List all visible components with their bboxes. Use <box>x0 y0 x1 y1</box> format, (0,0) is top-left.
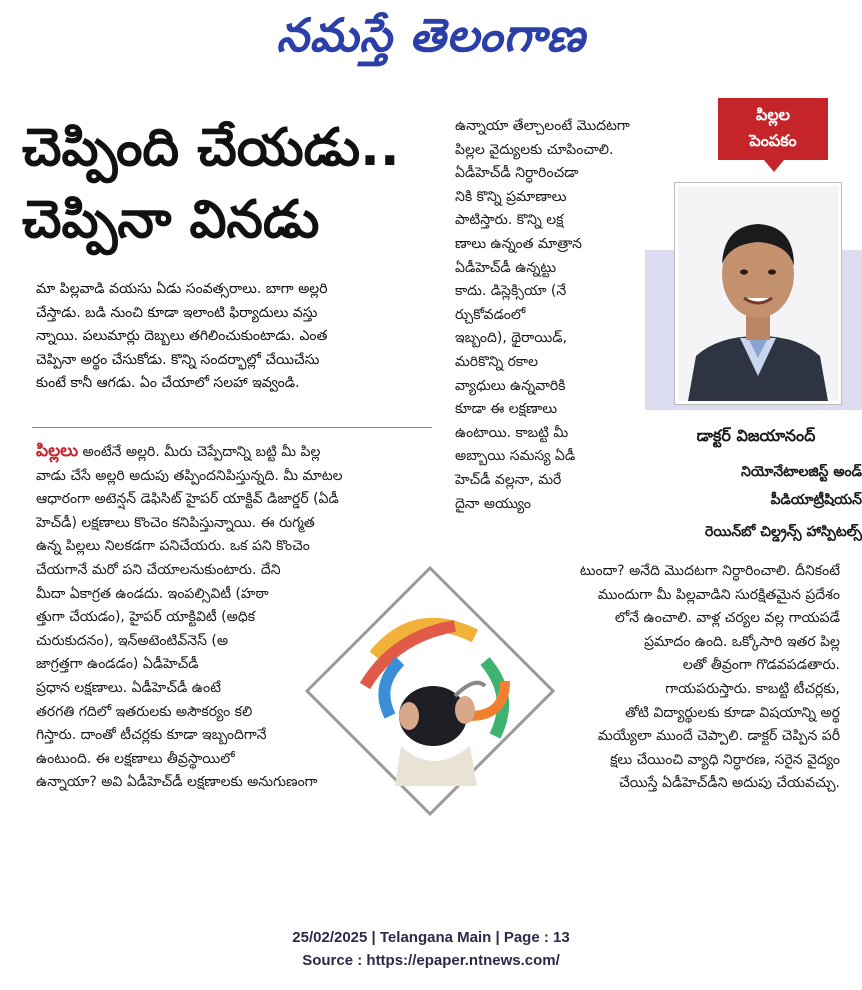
stressed-child-illustration-icon <box>305 566 555 816</box>
answer-line: జాగ్రత్తగా ఉండడం) ఏడీహెచ్‌డీ <box>36 656 199 673</box>
section-tag-line-2: పెంపకం <box>749 131 797 150</box>
answer-right-line: దైనా అయ్యుం <box>455 495 531 512</box>
answer-line: తరగతి గదిలో ఇతరులకు అసౌకర్యం కలి <box>36 703 253 720</box>
answer-continued-line: క్షలు చేయించి వ్యాధి నిర్ధారణ, సరైన వైద్యం <box>610 751 840 768</box>
answer-right-line: పిల్లల వైద్యులకు చూపించాలి. <box>455 141 614 158</box>
footer-source-link[interactable]: Source : https://epaper.ntnews.com/ <box>302 952 560 969</box>
answer-continued-line: లతో తీవ్రంగా గొడవపడతారు. <box>682 657 840 674</box>
answer-line: ఉన్న పిల్లలు నిలకడగా పనిచేయరు. ఒక పని కొంచెం <box>36 538 310 555</box>
answer-line: ప్రధాన లక్షణాలు. ఏడీహెచ్‌డీ ఉంటే <box>36 679 221 696</box>
answer-line: చురుకుదనం), ఇన్‌అటెంటివ్‌నెస్ (అ <box>36 632 229 649</box>
question-line: మా పిల్లవాడి వయసు ఏడు సంవత్సరాలు. బాగా అల్లరి <box>36 281 328 297</box>
section-tag-pointer <box>764 160 784 172</box>
question-line: న్నాయి. పలుమార్లు దెబ్బలు తగిలించుకుంటాడు. ఎంత <box>36 328 328 344</box>
footer-date-edition: 25/02/2025 | Telangana Main | Page : 13 <box>292 929 570 946</box>
answer-line: హెచ్‌డీ) లక్షణాలు కొంచెం కనిపిస్తున్నాయి. ఈ రుగ్మత <box>36 514 315 531</box>
answer-right-line: ణాలు ఉన్నంత మాత్రాన <box>455 235 582 252</box>
answer-right-line: మరికొన్ని రకాల <box>455 353 538 370</box>
answer-right-line: ర్చుకోవడంలో <box>455 306 526 323</box>
masthead-logo: నమస్తే తెలంగాణ <box>276 8 586 62</box>
section-divider <box>32 427 432 428</box>
section-tag-line-1: పిల్లల <box>755 105 791 124</box>
drop-word: పిల్లలు <box>36 441 79 461</box>
answer-continued-line: తోటి విద్యార్థులకు కూడా విషయాన్ని అర్థ <box>624 704 840 721</box>
answer-right-line: ఏడీహెచ్‌డీ ఉన్నట్టు <box>455 259 557 276</box>
answer-line: ఉన్నాయా? అవి ఏడీహెచ్‌డీ లక్షణాలకు అనుగుణంగా <box>36 774 318 791</box>
answer-first-line-rest: అంటేనే అల్లరి. మీరు చెప్పేదాన్ని బట్టి మీ పిల్ల <box>78 444 321 460</box>
answer-right-line: వ్యాధులు ఉన్నవారికి <box>455 377 566 394</box>
answer-line: చేయగానే మరో పని చేయాలనుకుంటారు. దేని <box>36 561 281 578</box>
question-line: చేస్తాడు. బడి నుంచి కూడా ఇలాంటి ఫిర్యాదులు వస్తు <box>36 304 318 321</box>
answer-continued-line: చేయిస్తే ఏడీహెచ్‌డీని అదుపు చేయవచ్చు. <box>619 775 840 792</box>
reader-question <box>36 278 416 396</box>
answer-line: గిస్తారు. దాంతో టీచర్లకు కూడా ఇబ్బందిగానే <box>36 727 267 744</box>
answer-right-line: నికి కొన్ని ప్రమాణాలు <box>455 188 567 205</box>
section-tag <box>718 98 828 160</box>
answer-right-line: హెచ్‌డీ వల్లనా, మరే <box>455 471 562 488</box>
answer-right-line: కూడా ఈ లక్షణాలు <box>455 401 558 418</box>
answer-line: ఆధారంగా అటెన్షన్ డెఫిసిట్ హైపర్ యాక్టివ్ డిజార్డర్ (ఏడీ <box>36 491 339 508</box>
answer-right-line: ఉన్నాయా తేల్చాలంటే మొదటగా <box>455 118 630 134</box>
answer-right-line: కాదు. డిస్లెక్సియా (నే <box>455 283 567 300</box>
doctor-name: డాక్టర్ విజయానంద్ <box>696 426 816 445</box>
answer-continued-line: మయ్యేలా ముందే చెప్పాలి. డాక్టర్ చెప్పిన పరీ <box>597 728 840 745</box>
answer-continued-line: ముందుగా మీ పిల్లవాడిని సురక్షితమైన ప్రదేశం <box>597 586 840 603</box>
answer-line: త్తుగా చేయడం), హైపర్ యాక్టివిటీ (అధిక <box>36 609 256 626</box>
answer-continued-line: ప్రమాదం ఉంది. ఒక్కోసారి ఇతర పిల్ల <box>644 633 840 650</box>
doctor-photo <box>675 183 841 404</box>
answer-line: ఉంటుంది. ఈ లక్షణాలు తీవ్రస్థాయిలో <box>36 750 235 767</box>
doctor-role-line-2: పీడియాట్రీషియన్ <box>770 492 862 508</box>
question-line: కుంటే కానీ ఆగడు. ఏం చేయాలో సలహా ఇవ్వండి. <box>36 375 300 391</box>
answer-continued-line: లోనే ఉంచాలి. వాళ్ల చర్యల వల్ల గాయపడే <box>614 610 840 627</box>
headline-line-1: చెప్పింది చేయడు.. <box>22 118 400 178</box>
answer-continued-line: గాయపరుస్తారు. కాబట్టి టీచర్లకు, <box>665 680 840 697</box>
answer-body-right <box>455 115 675 516</box>
doctor-role-line-1: నియోనేటాలజిస్ట్ అండ్ <box>741 464 862 480</box>
answer-line: మీదా ఏకాగ్రత ఉండదు. ఇంపల్సివిటీ (హఠా <box>36 585 269 602</box>
answer-right-line: అబ్బాయి సమస్య ఏడీ <box>455 448 576 465</box>
question-line: చెప్పినా అర్థం చేసుకోడు. కొన్ని సందర్భాల్లో చేయిచేసు <box>36 351 320 368</box>
answer-first-line <box>36 440 446 465</box>
headline-line-2: చెప్పినా వినడు <box>22 190 320 250</box>
doctor-portrait-icon <box>678 186 838 401</box>
answer-right-line: పాటిస్తారు. కొన్ని లక్ష <box>455 212 564 229</box>
answer-line: వాడు చేసే అల్లరి అదుపు తప్పిందనిపిస్తున్నది. మీ మాటల <box>36 467 343 484</box>
answer-right-line: ఇబ్బంది), థైరాయిడ్, <box>455 330 568 347</box>
answer-right-line: ఉంటాయి. కాబట్టి మీ <box>455 424 569 441</box>
child-illustration <box>305 566 555 816</box>
answer-right-line: ఏడీహెచ్‌డీ నిర్ధారించడా <box>455 165 579 182</box>
answer-continued-line: టుందా? అనేది మొదటగా నిర్ధారించాలి. దీనికంటే <box>579 563 840 579</box>
doctor-hospital: రెయిన్‌బో చిల్డ్రన్స్ హాస్పిటల్స్ <box>705 524 862 540</box>
